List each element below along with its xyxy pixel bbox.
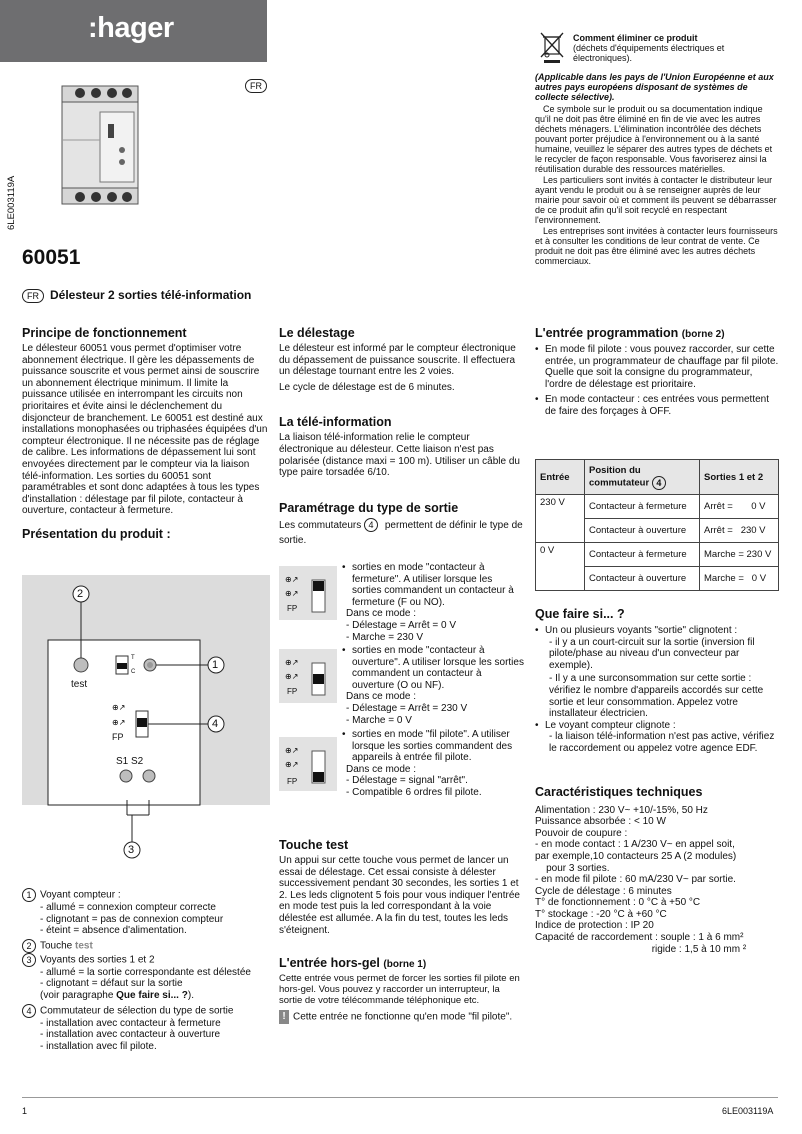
outputs-label: S1 S2 [116,756,144,767]
legend-3-line-1: - allumé = la sortie correspondante est délestée [40,966,251,978]
brand-bar [0,0,267,62]
mode-3-switch-icon [279,737,337,791]
prog-list [535,344,779,418]
tc-label-c: C [131,669,136,675]
disposal-subtitle: (déchets d'équipements électriques et électroniques). [573,43,725,63]
carac-line: Indice de protection : IP 20 [535,920,654,932]
disposal-paragraph-1: Ce symbole sur le produit ou sa documentation indique qu'il ne doit pas être éliminé en fin de vie avec les autres déchets ménagers. L'élimination incontrôlée des déchets pouvant porter préjudice à l'environnement ou à la santé humaine, veuillez le séparer des autres types de déchets et le recycler de façon responsable. Vous favoriserez ainsi la réutilisation durable des ressources matérielles. [535,104,773,174]
mode-3-line-1: - Délestage = signal "arrêt". [346,775,468,787]
cell-sortie: Arrêt = 0 V [700,495,779,519]
disposal-title: Comment éliminer ce produit [573,33,698,43]
footer-doc-ref: 6LE003119A [722,1106,774,1116]
table-header [536,460,779,495]
warning-icon: ! [279,1010,289,1024]
mode-2-line-2: - Marche = 0 V [346,714,412,726]
legend-title-2: Touche [40,940,73,952]
column-3 [535,326,779,418]
carac-line: T° de fonctionnement : 0 °C à +50 °C [535,897,701,909]
disposal-body [535,72,779,266]
cell-entree: 230 V [536,495,585,543]
th-sorties: Sorties 1 et 2 [700,460,779,495]
callout-4: 4 [212,718,219,730]
cell-sortie: Marche = 230 V [700,543,779,567]
svg-text:⊕↗: ⊕↗ [285,658,299,667]
prog-heading [535,326,779,340]
param-intro-a: Les commutateurs [279,519,362,531]
callout-2: 2 [77,588,84,600]
mode-1-text [342,562,524,643]
mode-1-lead: • sorties en mode "contacteur à fermeture". A utiliser lorsque les sorties commandent un contacteur à fermeture (F ou NO). [342,562,524,608]
touche-heading: Touche test [279,838,349,852]
que-b1-line-1: - il y a un court-circuit sur la sortie (inversion fil pilote/phase au niveau d'un convecteur par exemple). [549,636,755,671]
callout-3: 3 [128,844,135,856]
svg-text:⊕↗: ⊕↗ [285,746,299,755]
legend-item-3 [22,953,272,1002]
horsgel-note-text: Cette entrée ne fonctionne qu'en mode "fil pilote". [293,1011,513,1023]
legend-num-1: 1 [22,888,36,902]
legend-item-2 [22,939,272,953]
table-row [536,543,779,567]
legend-4-line-2: - installation avec contacteur à ouverture [40,1029,221,1041]
disposal-section [573,33,773,63]
product-image [50,80,150,210]
subtitle-text: Délesteur 2 sorties télé-information [50,288,252,302]
test-button-label: test [71,679,88,690]
disposal-paragraph-2: Les particuliers sont invités à contacter le distributeur leur ayant vendu le produit ou à se renseigner auprès de leur mairie pour savoir où et comment ils peuvent se débarrasser de ce produit afin qu'il soit recyclé en respectant l'environnement. [535,175,777,225]
product-number: 60051 [22,246,81,269]
svg-text:⊕↗: ⊕↗ [112,703,126,712]
mode-1-switch-icon [279,566,337,620]
mode-3-fp: FP [287,777,298,786]
footer-divider [22,1097,778,1098]
mode-3-text [342,729,524,799]
mode-3-label: Dans ce mode : [346,763,417,775]
mode-1-fp: FP [287,604,298,613]
tc-label-t: T [131,655,135,661]
principe-text: Le délesteur 60051 vous permet d'optimiser votre abonnement électrique. Il gère les dépassements de puissance souscrite et vous permet ainsi de souscrire un abonnement électrique minimum. Il limite la puissance utilisée en interrompant les circuits non prioritaires et évite ainsi le déclenchement du disjoncteur de branchement. Le 60051 est destiné aux installations monophasées ou triphasées équipées d'un compteur électronique. Il ne nécessite pas de réglage de calibre. Les informations de dépassement lui sont envoyées directement par le compteur via la liaison télé-information. Les sorties du 60051 sont paramétrables et sont donc adaptées à tous les types d'installation : délestage par fil pilote, contacteur à ouverture, contacteur à fermeture. [22,343,268,517]
mode-1-line-2: - Marche = 230 V [346,631,423,643]
carac-line: rigide : 1,5 à 10 mm ² [535,943,747,955]
th-entree: Entrée [536,460,585,495]
legend-num-4: 4 [22,1004,36,1018]
legend-4-line-1: - installation avec contacteur à fermeture [40,1017,221,1029]
svg-text:⊕↗: ⊕↗ [285,575,299,584]
param-intro-b: permettent de définir le type de sortie. [279,519,523,546]
output-table [535,459,779,591]
legend-3-ref: Que faire si... ? [116,989,188,1001]
carac-line: Capacité de raccordement : souple : 1 à 6 mm² [535,932,744,944]
disposal-applicability: (Applicable dans les pays de l'Union Européenne et aux autres pays européens disposant de systèmes de collecte sélective). [535,72,774,102]
carac-line: par exemple,10 contacteurs 25 A (2 modules) [535,850,737,862]
legend-num-3: 3 [22,953,36,967]
doc-ref-vertical: 6LE003119A [6,175,17,230]
fp-label: FP [112,732,124,742]
horsgel-small: (borne 1) [383,959,427,971]
mode-block-2 [279,645,523,727]
carac-line: - en mode fil pilote : 60 mA/230 V~ par sortie. [535,874,736,886]
subtitle-language-badge: FR [22,289,44,303]
carac-line: Alimentation : 230 V~ +10/-15%, 50 Hz [535,804,708,816]
mode-3-lead: • sorties en mode "fil pilote". A utiliser lorsque les sorties commandent des appareils à entrée fil pilote. [342,729,524,764]
disposal-paragraph-3: Les entreprises sont invitées à contacter leurs fournisseurs et à consulter les conditions de leur contrat de vente. Ce produit ne doit pas être éliminé avec les autres déchets commerciaux. [535,226,778,266]
svg-text:⊕↗: ⊕↗ [112,718,126,727]
param-intro [279,518,523,548]
cell-position: Contacteur à fermeture [585,495,700,519]
horsgel-note [279,1010,523,1024]
cell-position: Contacteur à ouverture [585,519,700,543]
cell-position: Contacteur à ouverture [585,567,700,591]
que-b1-line-2: - Il y a une surconsommation sur cette sortie : vérifiez le nombre d'appareils accordés sur cette sortie et leur consommation. Appelez votre installateur électricien. [549,673,764,720]
carac-line: - en mode contact : 1 A/230 V~ en appel soit, [535,839,735,851]
touche-text: Un appui sur cette touche vous permet de lancer un essai de délestage. Cet essai consiste à délester successivement pendant 30 secondes, les sorties 1 et 2. Les leds clignotent 5 fois pour vous indiquer l'entrée en mode test puis la led correspondant à la voie délestée est allumée. A la fin du test, toutes les leds s'éteignent. [279,855,520,936]
carac-line: pour 3 sorties. [535,862,610,874]
tele-heading: La télé-information [279,415,392,430]
language-badge: FR [245,79,267,93]
prog-small: (borne 2) [681,329,725,340]
prog-title: L'entrée programmation [535,326,679,340]
tele-text: La liaison télé-information relie le compteur électronique au délesteur. Cette liaison n'est pas polarisée (distance maxi = 100 m). Utiliser un câble du type paire torsadée 6/10. [279,432,520,479]
product-diagram [22,575,270,865]
carac-heading: Caractéristiques techniques [535,784,703,799]
carac-list [535,805,779,956]
column-2-lower [279,838,523,1024]
legend-item-4 [22,1004,272,1053]
horsgel-heading [279,956,523,970]
horsgel-title: L'entrée hors-gel [279,956,380,971]
mode-3-line-2: - Compatible 6 ordres fil pilote. [346,786,482,798]
legend-test-word: test [75,940,93,952]
que-bullet-2 [535,720,779,755]
param-heading: Paramétrage du type de sortie [279,500,459,515]
que-heading: Que faire si... ? [535,607,625,621]
th-position-num: 4 [652,476,666,490]
carac-line: Puissance absorbée : < 10 W [535,816,666,828]
mode-block-3 [279,729,523,811]
mode-block-1 [279,562,523,644]
delestage-text-1: Le délesteur est informé par le compteur électronique du dépassement de puissance souscrite. Il effectuera un délestage tournant entre les 2 voies. [279,343,516,378]
cell-entree: 0 V [536,543,585,591]
horsgel-text: Cette entrée vous permet de forcer les sorties fil pilote en hors-gel. Vous pouvez y raccorder un interrupteur, la sortie de votre télécommande téléphonique etc. [279,973,520,1007]
mode-2-line-1: - Délestage = Arrêt = 230 V [346,702,468,714]
column-1 [22,326,270,541]
legend-3-ref-end: ). [187,989,194,1001]
mode-1-label: Dans ce mode : [346,608,417,620]
legend-3-line-3: (voir paragraphe [40,989,114,1001]
legend-title-4: Commutateur de sélection du type de sortie [40,1005,234,1017]
document-subtitle [22,288,251,303]
mode-2-text [342,645,524,726]
mode-2-switch-icon [279,649,337,703]
que-b1-title: • Un ou plusieurs voyants "sortie" clignotent : [545,625,738,636]
callout-1: 1 [212,659,219,671]
legend-1-line-3: - éteint = absence d'alimentation. [40,925,187,937]
legend-title-3: Voyants des sorties 1 et 2 [40,954,155,966]
delestage-heading: Le délestage [279,326,355,340]
diagram-legend [22,888,272,1052]
column-3-lower [535,607,779,955]
carac-line: Cycle de délestage : 6 minutes [535,885,672,897]
param-intro-num: 4 [364,518,378,532]
mode-2-lead: • sorties en mode "contacteur à ouverture". A utiliser lorsque les sorties commandent un contacteur à ouverture (O ou NF). [342,645,524,691]
principe-heading: Principe de fonctionnement [22,326,187,340]
mode-2-label: Dans ce mode : [346,691,417,703]
svg-text:⊕↗: ⊕↗ [285,672,299,681]
legend-1-line-1: - allumé = connexion compteur correcte [40,902,216,913]
carac-line: Pouvoir de coupure : [535,827,628,839]
cell-position: Contacteur à fermeture [585,543,700,567]
weee-bin-icon [538,30,566,64]
legend-4-line-3: - installation avec fil pilote. [40,1040,157,1052]
que-b2-line-1: - la liaison télé-information n'est pas active, vérifiez le raccordement ou appelez votre agence EDF. [549,731,775,754]
legend-item-1 [22,888,272,937]
table-row [536,495,779,519]
prog-bullet-1: • En mode fil pilote : vous pouvez raccorder, sur cette entrée, un programmateur de chauffage par fil pilote. Quelle que soit la consigne du programmateur, l'ordre de délestage est prioritaire. [535,344,779,390]
hager-logo: :hager [88,12,174,44]
cell-sortie: Marche = 0 V [700,567,779,591]
footer-page-number: 1 [22,1106,28,1116]
svg-text:⊕↗: ⊕↗ [285,589,299,598]
column-2 [279,326,523,548]
th-position-text: Position du commutateur [589,464,650,489]
legend-3-line-2: - clignotant = défaut sur la sortie [40,978,183,990]
legend-num-2: 2 [22,939,36,953]
svg-text:⊕↗: ⊕↗ [285,760,299,769]
que-bullet-1 [535,625,779,720]
presentation-heading: Présentation du produit : [22,526,171,541]
legend-title-1: Voyant compteur : [40,889,121,901]
cell-sortie: Arrêt = 230 V [700,519,779,543]
mode-1-line-1: - Délestage = Arrêt = 0 V [346,619,457,631]
th-position [585,460,700,495]
legend-1-line-2: - clignotant = pas de connexion compteur [40,913,224,925]
mode-2-fp: FP [287,687,298,696]
carac-line: T° stockage : -20 °C à +60 °C [535,908,667,920]
delestage-text-2: Le cycle de délestage est de 6 minutes. [279,381,455,393]
prog-bullet-2: • En mode contacteur : ces entrées vous permettent de faire des forçages à OFF. [535,394,779,417]
output-table-wrap [535,459,779,591]
que-list [535,625,779,755]
que-b2-title: • Le voyant compteur clignote : [545,719,676,731]
